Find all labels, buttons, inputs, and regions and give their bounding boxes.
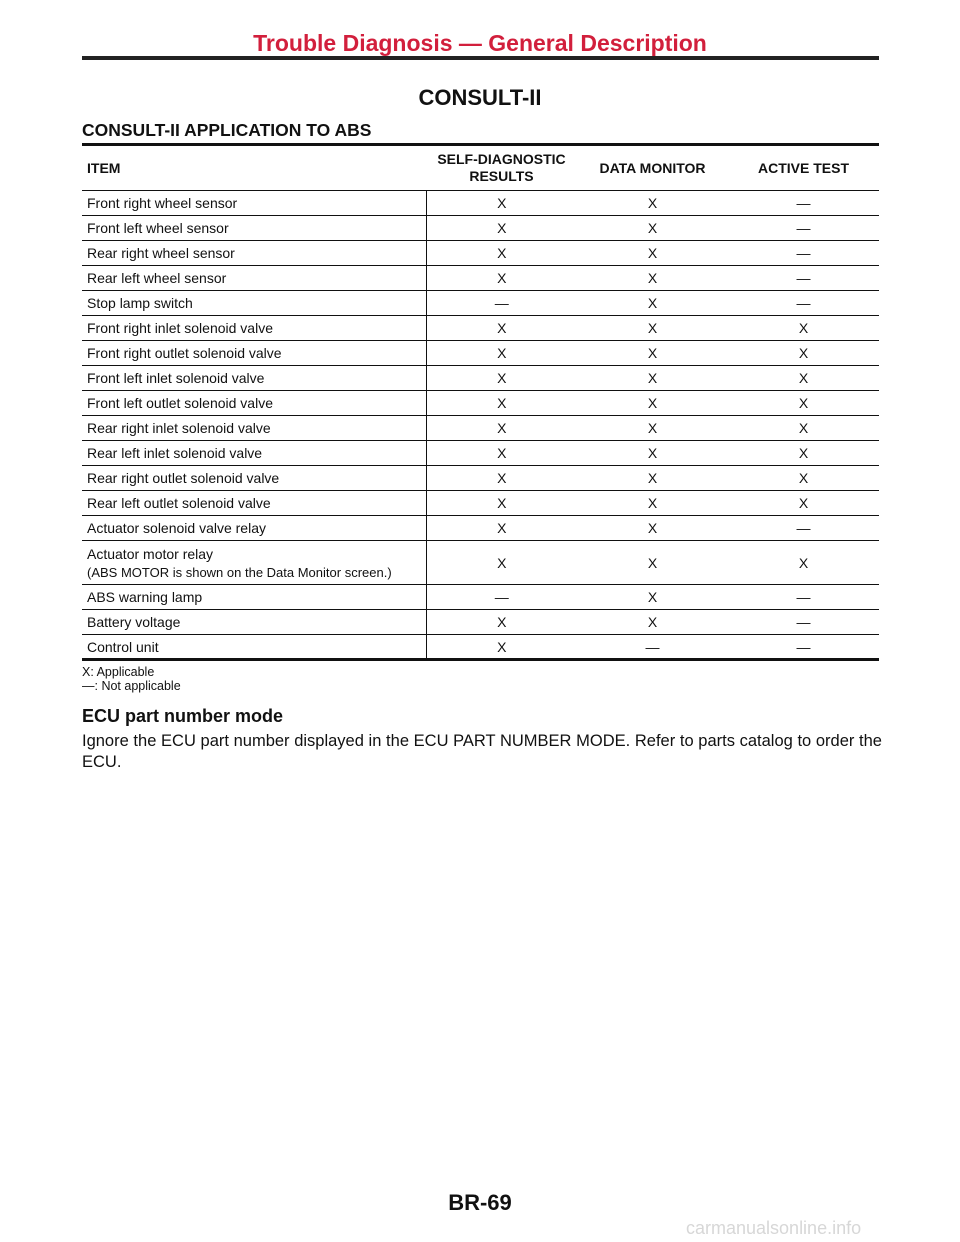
row-item: Front right inlet solenoid valve xyxy=(82,316,426,341)
row-data-monitor: X xyxy=(577,316,728,341)
row-self-diagnostic: X xyxy=(426,216,577,241)
table-row xyxy=(82,491,879,516)
page-title: CONSULT-II xyxy=(418,85,542,110)
row-item: Rear left wheel sensor xyxy=(82,266,426,291)
row-self-diagnostic: X xyxy=(426,516,577,541)
row-active-test: X xyxy=(728,466,879,491)
row-data-monitor: X xyxy=(577,341,728,366)
watermark: carmanualsonline.info xyxy=(686,1218,862,1238)
table-legend xyxy=(82,665,181,693)
row-item-note: (ABS MOTOR is shown on the Data Monitor screen.) xyxy=(87,564,392,580)
header-title: Trouble Diagnosis — General Description xyxy=(253,30,707,56)
table-row xyxy=(82,241,879,266)
row-item: Stop lamp switch xyxy=(82,291,426,316)
row-active-test: — xyxy=(728,585,879,610)
ecu-section-title: ECU part number mode xyxy=(82,706,284,726)
table-row xyxy=(82,541,879,585)
row-active-test: X xyxy=(728,316,879,341)
table-row xyxy=(82,441,879,466)
row-item: Front left outlet solenoid valve xyxy=(82,391,426,416)
row-self-diagnostic: X xyxy=(426,466,577,491)
row-self-diagnostic: X xyxy=(426,610,577,635)
row-item: Front right outlet solenoid valve xyxy=(82,341,426,366)
row-active-test: — xyxy=(728,191,879,216)
row-item: Front left inlet solenoid valve xyxy=(82,366,426,391)
table-row xyxy=(82,635,879,660)
row-self-diagnostic: X xyxy=(426,366,577,391)
row-item: Front right wheel sensor xyxy=(82,191,426,216)
row-self-diagnostic: — xyxy=(426,585,577,610)
row-active-test: X xyxy=(728,491,879,516)
legend-applicable: X: Applicable xyxy=(82,665,155,679)
row-self-diagnostic: X xyxy=(426,491,577,516)
row-data-monitor: X xyxy=(577,266,728,291)
row-active-test: X xyxy=(728,541,879,585)
row-data-monitor: — xyxy=(577,635,728,660)
row-item: Rear right wheel sensor xyxy=(82,241,426,266)
row-data-monitor: X xyxy=(577,610,728,635)
row-active-test: X xyxy=(728,366,879,391)
row-data-monitor: X xyxy=(577,516,728,541)
row-item-label: Actuator motor relay xyxy=(87,545,214,562)
row-self-diagnostic: X xyxy=(426,391,577,416)
section-title: CONSULT-II APPLICATION TO ABS xyxy=(82,120,372,140)
table-row xyxy=(82,341,879,366)
row-self-diagnostic: X xyxy=(426,191,577,216)
table-row xyxy=(82,466,879,491)
table-row xyxy=(82,316,879,341)
ecu-section-body: Ignore the ECU part number displayed in the ECU PART NUMBER MODE. Refer to parts catalog to order the ECU. xyxy=(82,732,882,771)
row-self-diagnostic: — xyxy=(426,291,577,316)
page-number: BR-69 xyxy=(448,1190,512,1215)
consult-application-table xyxy=(82,143,879,661)
header-divider xyxy=(82,56,879,60)
row-self-diagnostic: X xyxy=(426,341,577,366)
header-self-diagnostic xyxy=(426,145,577,191)
row-data-monitor: X xyxy=(577,585,728,610)
row-data-monitor: X xyxy=(577,216,728,241)
row-data-monitor: X xyxy=(577,241,728,266)
header-active-test: ACTIVE TEST xyxy=(728,145,879,191)
row-item: Rear right inlet solenoid valve xyxy=(82,416,426,441)
row-item: Front left wheel sensor xyxy=(82,216,426,241)
row-item: Rear left outlet solenoid valve xyxy=(82,491,426,516)
row-item: ABS warning lamp xyxy=(82,585,426,610)
row-item: Actuator solenoid valve relay xyxy=(82,516,426,541)
table-row xyxy=(82,610,879,635)
row-data-monitor: X xyxy=(577,491,728,516)
row-item: Rear left inlet solenoid valve xyxy=(82,441,426,466)
row-active-test: — xyxy=(728,291,879,316)
row-self-diagnostic: X xyxy=(426,441,577,466)
row-active-test: — xyxy=(728,266,879,291)
row-self-diagnostic: X xyxy=(426,316,577,341)
table-row xyxy=(82,391,879,416)
header-data-monitor: DATA MONITOR xyxy=(577,145,728,191)
row-active-test: X xyxy=(728,341,879,366)
table-row xyxy=(82,516,879,541)
row-data-monitor: X xyxy=(577,391,728,416)
row-data-monitor: X xyxy=(577,541,728,585)
table-row xyxy=(82,291,879,316)
row-active-test: — xyxy=(728,610,879,635)
header-item: ITEM xyxy=(82,145,426,191)
row-active-test: X xyxy=(728,391,879,416)
row-data-monitor: X xyxy=(577,191,728,216)
row-item: Control unit xyxy=(82,635,426,660)
row-active-test: X xyxy=(728,441,879,466)
table-row xyxy=(82,416,879,441)
row-active-test: X xyxy=(728,416,879,441)
row-active-test: — xyxy=(728,635,879,660)
row-data-monitor: X xyxy=(577,441,728,466)
row-self-diagnostic: X xyxy=(426,241,577,266)
table-row xyxy=(82,366,879,391)
row-active-test: — xyxy=(728,516,879,541)
row-data-monitor: X xyxy=(577,466,728,491)
row-data-monitor: X xyxy=(577,416,728,441)
row-item xyxy=(82,541,426,585)
table-row xyxy=(82,266,879,291)
row-self-diagnostic: X xyxy=(426,635,577,660)
header-self-diagnostic-line1: SELF-DIAGNOSTIC xyxy=(437,151,566,167)
table-header-row xyxy=(82,145,879,191)
row-self-diagnostic: X xyxy=(426,416,577,441)
row-active-test: — xyxy=(728,216,879,241)
table-row xyxy=(82,585,879,610)
header-self-diagnostic-line2: RESULTS xyxy=(469,168,534,184)
row-self-diagnostic: X xyxy=(426,266,577,291)
row-item: Battery voltage xyxy=(82,610,426,635)
row-active-test: — xyxy=(728,241,879,266)
table-row xyxy=(82,191,879,216)
row-data-monitor: X xyxy=(577,291,728,316)
row-self-diagnostic: X xyxy=(426,541,577,585)
row-item: Rear right outlet solenoid valve xyxy=(82,466,426,491)
legend-not-applicable: —: Not applicable xyxy=(82,679,181,693)
table-row xyxy=(82,216,879,241)
row-data-monitor: X xyxy=(577,366,728,391)
